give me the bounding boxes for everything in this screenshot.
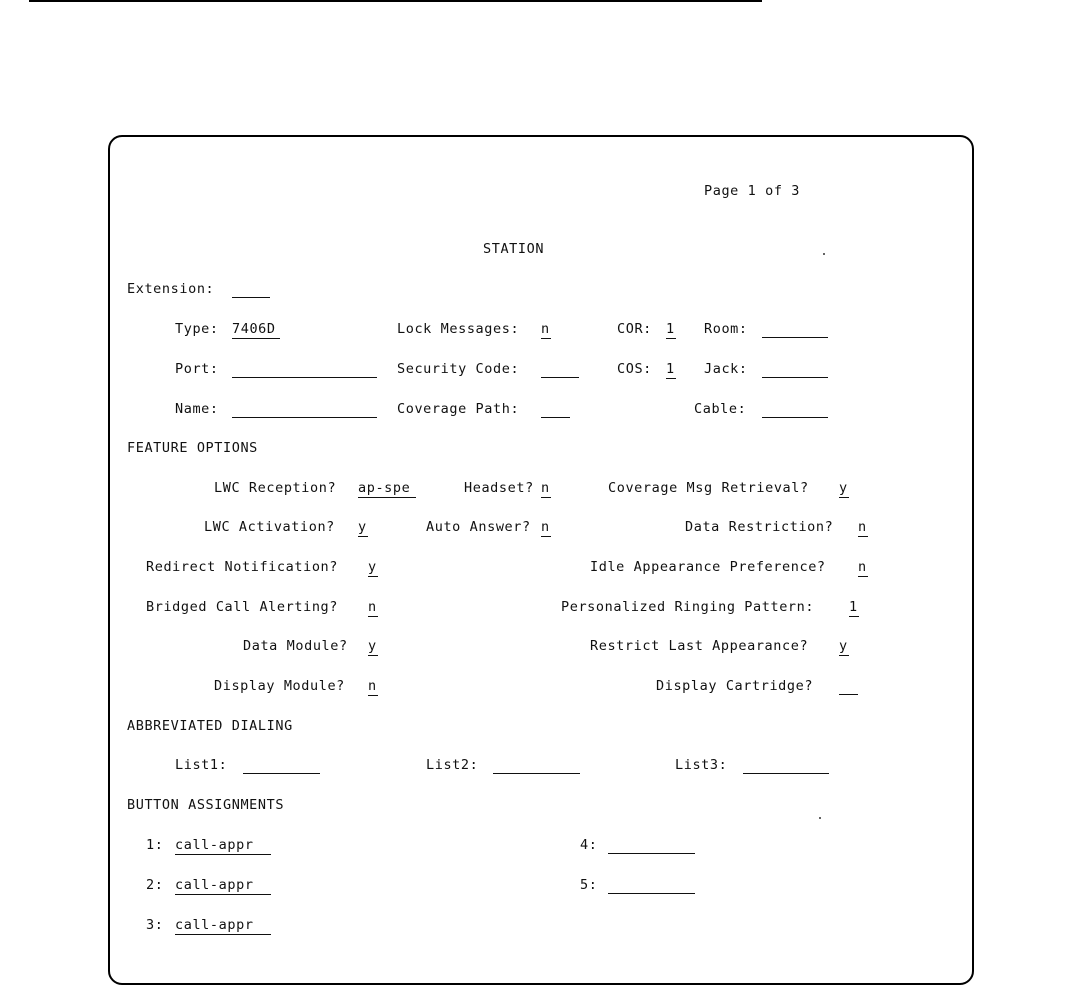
page-indicator: Page 1 of 3	[704, 183, 801, 199]
button-3-field[interactable]: call-appr	[175, 917, 271, 935]
coverage-msg-retrieval-label: Coverage Msg Retrieval?	[608, 480, 809, 496]
personalized-ringing-pattern-field[interactable]: 1	[849, 599, 858, 615]
jack-label: Jack:	[704, 361, 748, 377]
port-field[interactable]	[232, 362, 377, 378]
room-label: Room:	[704, 321, 748, 337]
data-restriction-label: Data Restriction?	[685, 519, 834, 535]
type-field[interactable]: 7406D	[232, 321, 280, 339]
list2-field[interactable]	[493, 758, 580, 774]
button-4-label: 4:	[580, 837, 598, 853]
headset-field[interactable]: n	[541, 480, 550, 496]
speck	[819, 817, 821, 819]
display-cartridge-field[interactable]	[839, 679, 858, 695]
lwc-reception-field[interactable]: ap-spe	[358, 480, 416, 498]
display-module-field[interactable]: n	[368, 678, 377, 694]
abbreviated-dialing-heading: ABBREVIATED DIALING	[127, 718, 293, 734]
lock-messages-field[interactable]: n	[541, 321, 550, 337]
list1-field[interactable]	[243, 758, 320, 774]
jack-field[interactable]	[762, 362, 828, 378]
cos-label: COS:	[617, 361, 652, 377]
lock-messages-label: Lock Messages:	[397, 321, 520, 337]
name-field[interactable]	[232, 402, 377, 418]
auto-answer-field[interactable]: n	[541, 519, 550, 535]
redirect-notification-label: Redirect Notification?	[146, 559, 339, 575]
list3-field[interactable]	[743, 758, 829, 774]
list3-label: List3:	[675, 757, 728, 773]
button-4-field[interactable]	[608, 838, 695, 854]
auto-answer-label: Auto Answer?	[426, 519, 531, 535]
button-5-field[interactable]	[608, 878, 695, 894]
coverage-path-field[interactable]	[541, 402, 570, 418]
headset-label: Headset?	[464, 480, 534, 496]
speck	[823, 253, 825, 255]
redirect-notification-field[interactable]: y	[368, 559, 377, 575]
cor-label: COR:	[617, 321, 652, 337]
button-3-label: 3:	[146, 917, 164, 933]
data-restriction-field[interactable]: n	[858, 519, 867, 535]
security-code-field[interactable]	[541, 362, 579, 378]
feature-options-heading: FEATURE OPTIONS	[127, 440, 258, 456]
form-title: STATION	[483, 241, 545, 257]
list1-label: List1:	[175, 757, 228, 773]
idle-appearance-preference-label: Idle Appearance Preference?	[590, 559, 826, 575]
restrict-last-appearance-label: Restrict Last Appearance?	[590, 638, 809, 654]
cable-field[interactable]	[762, 402, 828, 418]
coverage-msg-retrieval-field[interactable]: y	[839, 480, 848, 496]
button-2-field[interactable]: call-appr	[175, 877, 271, 895]
list2-label: List2:	[426, 757, 479, 773]
room-field[interactable]	[762, 322, 828, 338]
button-1-field[interactable]: call-appr	[175, 837, 271, 855]
data-module-label: Data Module?	[243, 638, 348, 654]
data-module-field[interactable]: y	[368, 638, 377, 654]
button-5-label: 5:	[580, 877, 598, 893]
button-1-label: 1:	[146, 837, 164, 853]
type-label: Type:	[175, 321, 219, 337]
bridged-call-alerting-field[interactable]: n	[368, 599, 377, 615]
button-assignments-heading: BUTTON ASSIGNMENTS	[127, 797, 285, 813]
name-label: Name:	[175, 401, 219, 417]
idle-appearance-preference-field[interactable]: n	[858, 559, 867, 575]
personalized-ringing-pattern-label: Personalized Ringing Pattern:	[561, 599, 815, 615]
display-module-label: Display Module?	[214, 678, 345, 694]
extension-label: Extension:	[127, 281, 215, 297]
cos-field[interactable]: 1	[666, 361, 675, 377]
extension-field[interactable]	[232, 282, 270, 298]
lwc-reception-label: LWC Reception?	[214, 480, 337, 496]
restrict-last-appearance-field[interactable]: y	[839, 638, 848, 654]
button-2-label: 2:	[146, 877, 164, 893]
lwc-activation-field[interactable]: y	[358, 519, 367, 535]
top-rule	[29, 0, 762, 2]
cable-label: Cable:	[694, 401, 747, 417]
port-label: Port:	[175, 361, 219, 377]
security-code-label: Security Code:	[397, 361, 520, 377]
display-cartridge-label: Display Cartridge?	[656, 678, 814, 694]
lwc-activation-label: LWC Activation?	[204, 519, 335, 535]
bridged-call-alerting-label: Bridged Call Alerting?	[146, 599, 339, 615]
coverage-path-label: Coverage Path:	[397, 401, 520, 417]
cor-field[interactable]: 1	[666, 321, 675, 337]
